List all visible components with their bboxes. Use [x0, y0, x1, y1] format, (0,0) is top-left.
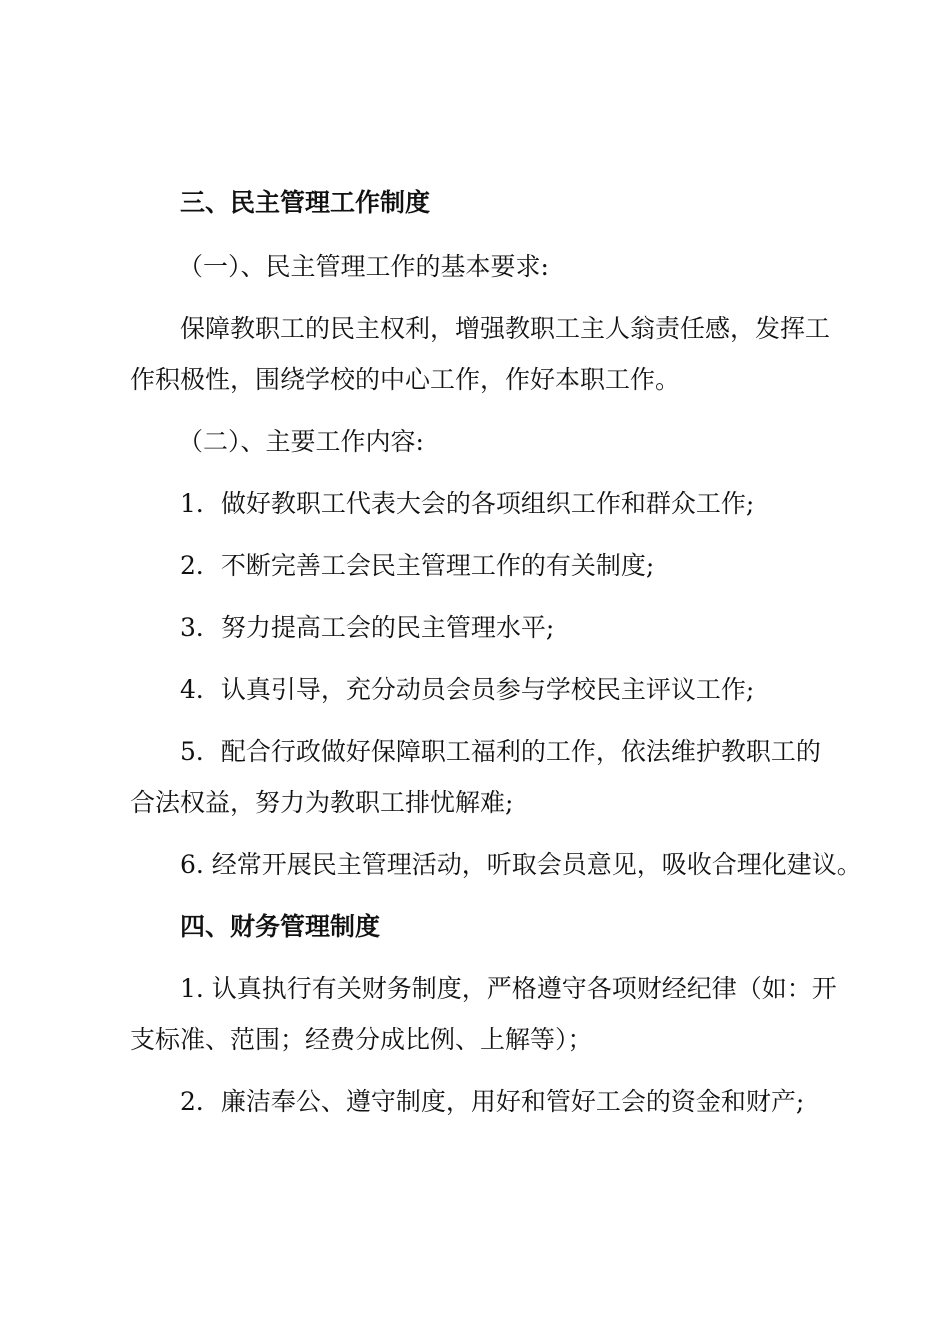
paragraph-line: 作积极性，围绕学校的中心工作，作好本职工作。: [130, 365, 681, 394]
list-item: 2．廉洁奉公、遵守制度，用好和管好工会的资金和财产;: [180, 1087, 805, 1116]
list-item: 5．配合行政做好保障职工福利的工作，依法维护教职工的: [180, 737, 821, 766]
list-item: 1. 认真执行有关财务制度，严格遵守各项财经纪律（如：开: [180, 974, 837, 1003]
list-item: 3．努力提高工会的民主管理水平;: [180, 613, 555, 642]
paragraph-line: 保障教职工的民主权利，增强教职工主人翁责任感，发挥工: [180, 314, 831, 343]
section-3-subheading-2: （二）、主要工作内容:: [178, 427, 424, 456]
list-item: 4．认真引导，充分动员会员参与学校民主评议工作;: [180, 675, 755, 704]
section-3-heading: 三、民主管理工作制度: [180, 188, 431, 217]
list-item: 1．做好教职工代表大会的各项组织工作和群众工作;: [180, 489, 755, 518]
list-item: 6. 经常开展民主管理活动，听取会员意见，吸收合理化建议。: [180, 850, 862, 879]
list-item-continuation: 合法权益，努力为教职工排忧解难;: [130, 788, 514, 817]
section-3-subheading-1: （一）、民主管理工作的基本要求:: [178, 252, 549, 281]
list-item: 2．不断完善工会民主管理工作的有关制度;: [180, 551, 655, 580]
section-4-heading: 四、财务管理制度: [180, 912, 381, 941]
list-item-continuation: 支标准、范围；经费分成比例、上解等）；: [130, 1025, 593, 1054]
